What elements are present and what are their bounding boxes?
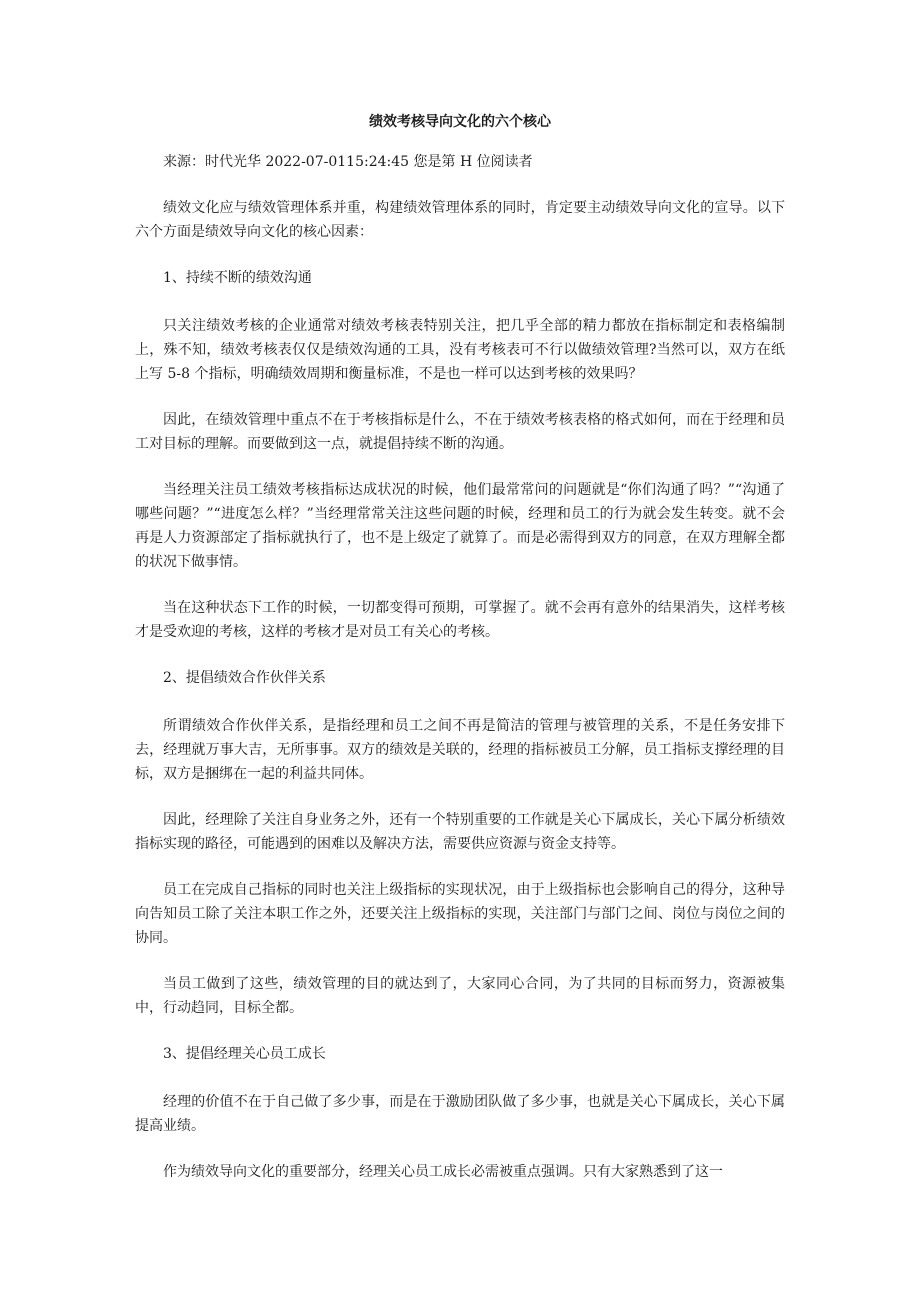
paragraph: 只关注绩效考核的企业通常对绩效考核表特别关注，把几乎全部的精力都放在指标制定和表格编制上，殊不知，绩效考核表仅仅是绩效沟通的工具，没有考核表可不行以做绩效管理?当然可以，双方在纸上写 5-8 个指标，明确绩效周期和衡量标准，不是也一样可以达到考核的效果吗？ bbox=[135, 318, 785, 382]
paragraph: 当经理关注员工绩效考核指标达成状况的时候，他们最常常问的问题就是“你们沟通了吗？”“沟通了哪些问题？”“进度怎么样？”当经理常常关注这些问题的时候，经理和员工的行为就会发生转变。就不会再是人力资源部定了指标就执行了，也不是上级定了就算了。而是必需得到双方的同意，在双方理解全都的状况下做事情。 bbox=[135, 482, 785, 570]
paragraph: 当在这种状态下工作的时候，一切都变得可预期，可掌握了。就不会再有意外的结果消失，这样考核才是受欢迎的考核，这样的考核才是对员工有关心的考核。 bbox=[135, 600, 785, 640]
article-meta: 来源：时代光华 2022-07-0115:24:45 您是第 H 位阅读者 bbox=[163, 154, 533, 170]
paragraph: 绩效文化应与绩效管理体系并重，构建绩效管理体系的同时，肯定要主动绩效导向文化的宣导。以下六个方面是绩效导向文化的核心因素： bbox=[135, 200, 785, 240]
paragraph: 作为绩效导向文化的重要部分，经理关心员工成长必需被重点强调。只有大家熟悉到了这一 bbox=[163, 1164, 723, 1180]
paragraph: 员工在完成自己指标的同时也关注上级指标的实现状况，由于上级指标也会影响自己的得分，这种导向告知员工除了关注本职工作之外，还要关注上级指标的实现，关注部门与部门之间、岗位与岗位之间的协同。 bbox=[135, 882, 785, 946]
page-title: 绩效考核导向文化的六个核心 bbox=[369, 114, 551, 130]
section-heading: 3、提倡经理关心员工成长 bbox=[163, 1046, 326, 1062]
paragraph: 因此，在绩效管理中重点不在于考核指标是什么，不在于绩效考核表格的格式如何，而在于经理和员工对目标的理解。而要做到这一点，就提倡持续不断的沟通。 bbox=[135, 412, 785, 452]
section-heading: 1、持续不断的绩效沟通 bbox=[163, 270, 312, 286]
paragraph: 所谓绩效合作伙伴关系，是指经理和员工之间不再是简洁的管理与被管理的关系，不是任务安排下去，经理就万事大吉，无所事事。双方的绩效是关联的，经理的指标被员工分解，员工指标支撑经理的目标，双方是捆绑在一起的利益共同体。 bbox=[135, 718, 785, 782]
paragraph: 当员工做到了这些，绩效管理的目的就达到了，大家同心合同，为了共同的目标而努力，资源被集中，行动趋同，目标全都。 bbox=[135, 976, 785, 1016]
paragraph: 经理的价值不在于自己做了多少事，而是在于激励团队做了多少事，也就是关心下属成长，关心下属提高业绩。 bbox=[135, 1094, 785, 1134]
paragraph: 因此，经理除了关注自身业务之外，还有一个特别重要的工作就是关心下属成长，关心下属分析绩效指标实现的路径，可能遇到的困难以及解决方法，需要供应资源与资金支持等。 bbox=[135, 812, 785, 852]
article-body bbox=[135, 150, 785, 1206]
section-heading: 2、提倡绩效合作伙伴关系 bbox=[163, 670, 326, 686]
